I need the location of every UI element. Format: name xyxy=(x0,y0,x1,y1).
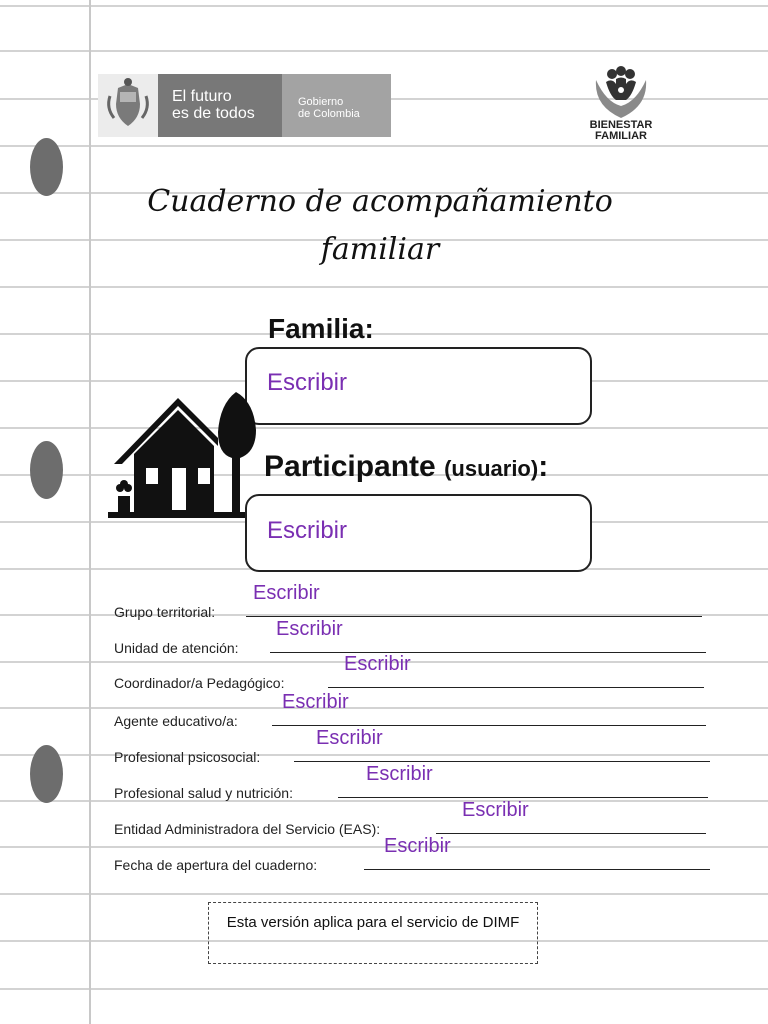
field-label: Unidad de atención: xyxy=(114,640,239,656)
field-line xyxy=(294,761,710,762)
field-coordinador[interactable] xyxy=(114,653,706,691)
field-value: Escribir xyxy=(253,582,320,604)
gov-logo-main-panel xyxy=(158,74,282,137)
ruled-line xyxy=(0,893,768,895)
familia-label: Familia: xyxy=(268,313,374,344)
familia-value: Escribir xyxy=(267,369,348,396)
participante-value: Escribir xyxy=(267,517,348,544)
field-value: Escribir xyxy=(344,653,411,675)
ruled-line xyxy=(0,988,768,990)
field-entidad-eas[interactable] xyxy=(114,799,708,837)
field-line xyxy=(436,833,706,834)
field-value: Escribir xyxy=(366,763,433,785)
icbf-family-icon xyxy=(586,66,656,120)
gov-logo xyxy=(98,74,391,137)
version-note-text: Esta versión aplica para el servicio de DIMF xyxy=(226,914,520,931)
gov-logo-sub-text: Gobierno de Colombia xyxy=(298,96,360,120)
margin-line xyxy=(89,0,91,1024)
icbf-logo xyxy=(586,66,656,146)
field-label: Fecha de apertura del cuaderno: xyxy=(114,857,318,873)
field-line xyxy=(272,725,706,726)
field-label: Profesional psicosocial: xyxy=(114,749,261,765)
ruled-line xyxy=(0,50,768,52)
binder-hole xyxy=(30,441,63,499)
field-value: Escribir xyxy=(276,618,343,640)
gov-logo-main-text: El futuro es de todos xyxy=(172,88,255,122)
field-fecha-apertura[interactable] xyxy=(114,835,712,873)
participante-label-extra: (usuario) xyxy=(444,456,539,481)
familia-input[interactable] xyxy=(245,347,592,425)
field-label: Coordinador/a Pedagógico: xyxy=(114,675,285,691)
field-label: Grupo territorial: xyxy=(114,604,216,620)
participante-label-suffix: : xyxy=(538,450,549,483)
field-label: Agente educativo/a: xyxy=(114,713,238,729)
field-line xyxy=(328,687,704,688)
ruled-line xyxy=(0,5,768,7)
field-label: Entidad Administradora del Servicio (EAS): xyxy=(114,821,381,837)
field-profesional-salud[interactable] xyxy=(114,763,710,801)
page-title: Cuaderno de acompañamiento familiar xyxy=(147,184,613,267)
field-line xyxy=(338,797,708,798)
field-line xyxy=(246,616,702,617)
field-unidad-atencion[interactable] xyxy=(114,618,708,656)
ruled-line xyxy=(0,333,768,335)
binder-hole xyxy=(30,745,63,803)
field-value: Escribir xyxy=(282,691,349,713)
field-profesional-psicosocial[interactable] xyxy=(114,727,712,765)
field-value: Escribir xyxy=(462,799,529,821)
field-value: Escribir xyxy=(384,835,451,857)
field-value: Escribir xyxy=(316,727,383,749)
version-note xyxy=(208,902,538,964)
binder-hole xyxy=(30,138,63,196)
field-agente-educativo[interactable] xyxy=(114,691,708,729)
participante-input[interactable] xyxy=(245,494,592,572)
participante-label xyxy=(264,450,548,484)
field-label: Profesional salud y nutrición: xyxy=(114,785,293,801)
field-grupo-territorial[interactable] xyxy=(114,582,704,620)
ruled-line xyxy=(0,286,768,288)
icbf-logo-text: BIENESTAR FAMILIAR xyxy=(589,119,653,142)
participante-label-main: Participante xyxy=(264,450,436,483)
field-line xyxy=(364,869,710,870)
colombia-crest-icon xyxy=(98,74,158,137)
field-line xyxy=(270,652,706,653)
house-with-tree-icon xyxy=(106,392,266,518)
